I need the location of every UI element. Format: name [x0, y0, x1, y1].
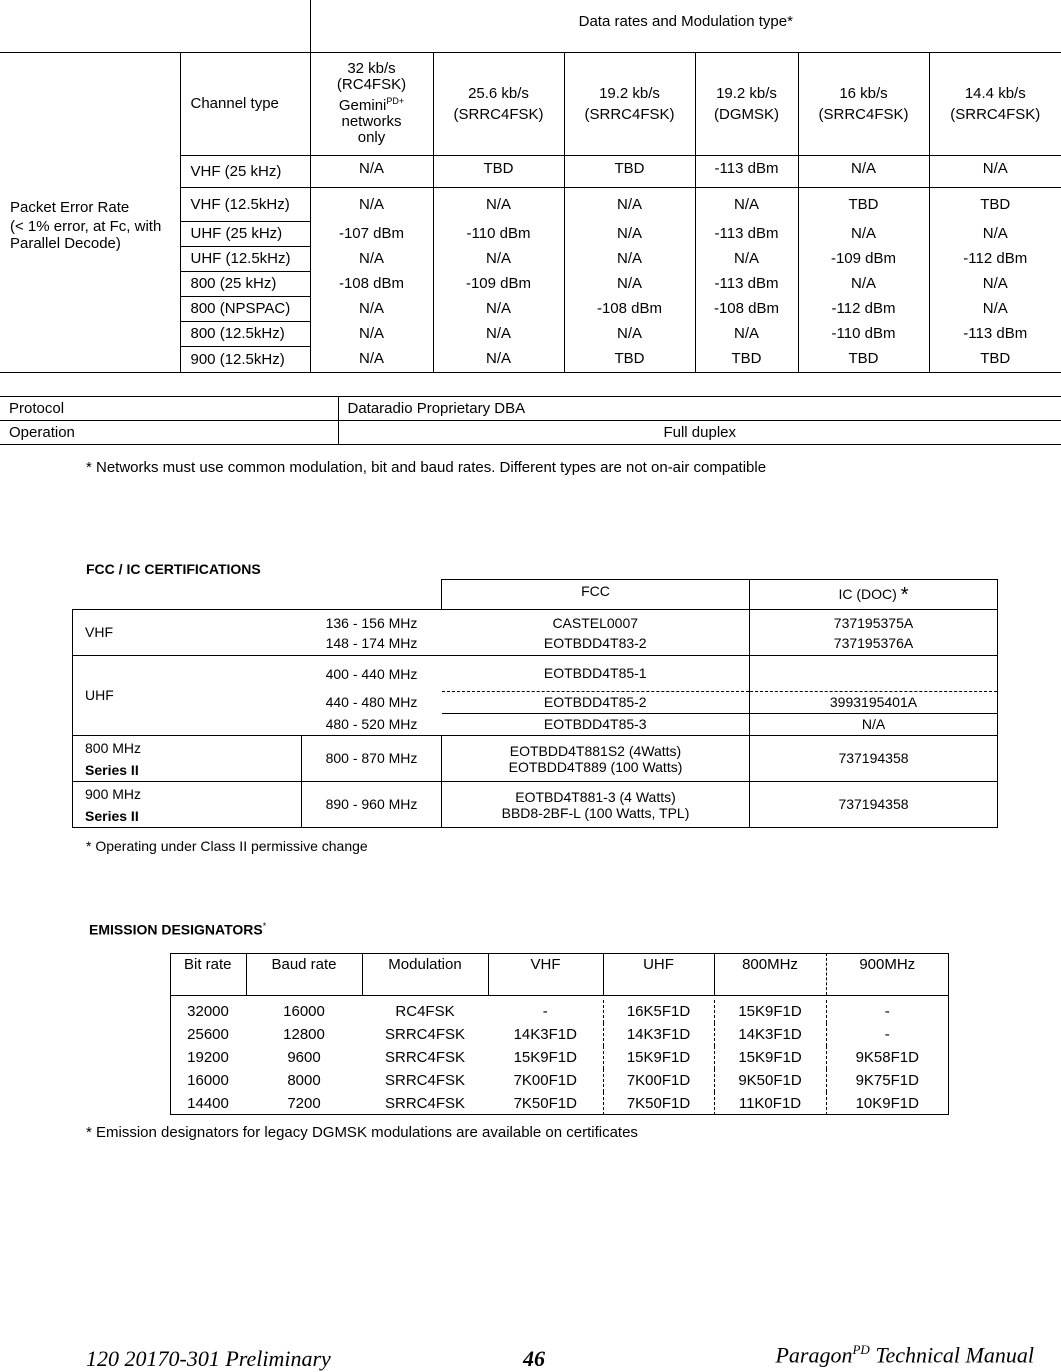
- footer-title: [775, 1342, 1034, 1368]
- value-cell: N/A: [695, 187, 798, 221]
- em-cell: 9600: [246, 1046, 362, 1069]
- col1-line4: networks: [311, 114, 433, 130]
- col-header-25k6: [433, 52, 564, 155]
- footer-title-rest: Technical Manual: [870, 1342, 1034, 1367]
- em-cell: 9K75F1D: [826, 1069, 948, 1092]
- table-row: [73, 610, 998, 656]
- table-row: [170, 1092, 948, 1115]
- col-rate: 16 kb/s: [799, 85, 929, 102]
- fcc-id: BBD8-2BF-L (100 Watts, TPL): [442, 805, 749, 821]
- value-cell: TBD: [798, 346, 929, 372]
- value-cell: N/A: [433, 246, 564, 271]
- band-line: 800 MHz: [85, 737, 301, 759]
- col1-line5: only: [311, 130, 433, 146]
- table-row: [170, 1046, 948, 1069]
- channel-cell: VHF (12.5kHz): [180, 187, 310, 221]
- value-cell: -110 dBm: [798, 321, 929, 346]
- protocol-label: Protocol: [0, 397, 338, 421]
- band-line: 900 MHz: [85, 783, 301, 805]
- emission-heading: [89, 921, 266, 938]
- value-cell: -108 dBm: [695, 296, 798, 321]
- em-cell: 15K9F1D: [488, 1046, 603, 1069]
- value-cell: N/A: [929, 155, 1061, 187]
- freq-cell: 400 - 440 MHz: [302, 656, 442, 692]
- emission-note: * Emission designators for legacy DGMSK modulations are available on certificates: [86, 1124, 638, 1141]
- fcc-id-cell: [442, 736, 750, 782]
- fcc-id-cell: EOTBDD4T85-1: [442, 656, 750, 692]
- fcc-id-cell: [442, 782, 750, 828]
- value-cell: N/A: [433, 296, 564, 321]
- col-rate: 19.2 kb/s: [696, 85, 798, 102]
- em-cell: 15K9F1D: [714, 1046, 826, 1069]
- em-cell: SRRC4FSK: [362, 1046, 488, 1069]
- value-cell: N/A: [695, 246, 798, 271]
- empty-corner: [0, 0, 310, 52]
- value-cell: TBD: [929, 187, 1061, 221]
- em-cell: 16K5F1D: [603, 1000, 714, 1023]
- protocol-value: Dataradio Proprietary DBA: [338, 397, 1061, 421]
- col-mod: (SRRC4FSK): [565, 106, 695, 123]
- col-rate: 25.6 kb/s: [434, 85, 564, 102]
- em-cell: SRRC4FSK: [362, 1069, 488, 1092]
- col-header-19k2-dgmsk: [695, 52, 798, 155]
- em-header-uhf: UHF: [603, 953, 714, 996]
- value-cell: -113 dBm: [695, 271, 798, 296]
- em-cell: 16000: [170, 1069, 246, 1092]
- value-cell: TBD: [929, 346, 1061, 372]
- ic-id: 737195376A: [750, 633, 997, 653]
- em-header-bitrate: Bit rate: [170, 953, 246, 996]
- channel-cell: UHF (12.5kHz): [180, 246, 310, 271]
- freq-cell: 480 - 520 MHz: [302, 714, 442, 736]
- fcc-table: [72, 579, 998, 828]
- channel-type-header: Channel type: [180, 52, 310, 155]
- value-cell: N/A: [929, 221, 1061, 246]
- table-row: [73, 656, 998, 692]
- per-label-line2: (< 1% error, at Fc, with Parallel Decode): [10, 218, 184, 252]
- value-cell: -112 dBm: [929, 246, 1061, 271]
- col-header-19k2-srrc: [564, 52, 695, 155]
- em-cell: 7K00F1D: [603, 1069, 714, 1092]
- band-800: [73, 736, 302, 782]
- band-uhf: UHF: [73, 656, 302, 736]
- em-cell: 7200: [246, 1092, 362, 1115]
- ic-id-cell: 737194358: [750, 782, 998, 828]
- value-cell: -113 dBm: [695, 221, 798, 246]
- col-mod: (DGMSK): [696, 106, 798, 123]
- fcc-heading: FCC / IC CERTIFICATIONS: [86, 561, 261, 577]
- value-cell: N/A: [310, 187, 433, 221]
- em-cell: SRRC4FSK: [362, 1023, 488, 1046]
- channel-cell: 800 (NPSPAC): [180, 296, 310, 321]
- em-cell: 8000: [246, 1069, 362, 1092]
- band-series: Series II: [85, 805, 301, 827]
- channel-cell: 800 (25 kHz): [180, 271, 310, 296]
- em-header-modulation: Modulation: [362, 953, 488, 996]
- value-cell: -108 dBm: [310, 271, 433, 296]
- value-cell: -109 dBm: [798, 246, 929, 271]
- packet-error-rate-table: [0, 0, 1061, 373]
- fcc-id-cell: EOTBDD4T85-3: [442, 714, 750, 736]
- freq-cell: 800 - 870 MHz: [302, 736, 442, 782]
- col-header-16k: [798, 52, 929, 155]
- em-cell: 19200: [170, 1046, 246, 1069]
- band-series: Series II: [85, 759, 301, 781]
- em-cell: 16000: [246, 1000, 362, 1023]
- value-cell: TBD: [564, 346, 695, 372]
- data-rates-header: Data rates and Modulation type*: [310, 0, 1061, 52]
- col-mod: (SRRC4FSK): [799, 106, 929, 123]
- em-cell: 15K9F1D: [603, 1046, 714, 1069]
- value-cell: N/A: [310, 246, 433, 271]
- em-cell: -: [826, 1023, 948, 1046]
- em-header-800: 800MHz: [714, 953, 826, 996]
- band-vhf: VHF: [73, 610, 302, 656]
- channel-cell: VHF (25 kHz): [180, 155, 310, 187]
- footer-page-number: 46: [523, 1346, 545, 1372]
- value-cell: -110 dBm: [433, 221, 564, 246]
- em-cell: RC4FSK: [362, 1000, 488, 1023]
- value-cell: N/A: [564, 221, 695, 246]
- em-cell: 32000: [170, 1000, 246, 1023]
- value-cell: -113 dBm: [929, 321, 1061, 346]
- footer-title-sup: PD: [852, 1342, 869, 1357]
- table-row: [73, 782, 998, 828]
- em-cell: 25600: [170, 1023, 246, 1046]
- freq-cell: 890 - 960 MHz: [302, 782, 442, 828]
- col1-sup: PD+: [386, 96, 404, 106]
- em-cell: -: [488, 1000, 603, 1023]
- col-rate: 14.4 kb/s: [930, 85, 1061, 102]
- em-cell: 9K58F1D: [826, 1046, 948, 1069]
- em-cell: 9K50F1D: [714, 1069, 826, 1092]
- col-rate: 19.2 kb/s: [565, 85, 695, 102]
- operation-value: Full duplex: [338, 421, 1061, 445]
- freq-cell: 440 - 480 MHz: [302, 692, 442, 714]
- value-cell: N/A: [310, 296, 433, 321]
- ic-col-label: IC (DOC): [838, 586, 900, 602]
- col1-line1: 32 kb/s: [311, 61, 433, 77]
- value-cell: N/A: [695, 321, 798, 346]
- em-cell: 7K00F1D: [488, 1069, 603, 1092]
- value-cell: -113 dBm: [695, 155, 798, 187]
- fcc-col-header: FCC: [442, 580, 750, 610]
- em-cell: 14400: [170, 1092, 246, 1115]
- value-cell: N/A: [310, 346, 433, 372]
- value-cell: -107 dBm: [310, 221, 433, 246]
- em-cell: 14K3F1D: [714, 1023, 826, 1046]
- footer-title-main: Paragon: [775, 1342, 852, 1367]
- em-cell: -: [826, 1000, 948, 1023]
- em-cell: 10K9F1D: [826, 1092, 948, 1115]
- emission-table: [170, 953, 948, 1115]
- freq-line: 148 - 174 MHz: [302, 633, 442, 653]
- em-cell: 11K0F1D: [714, 1092, 826, 1115]
- fcc-id-cell: EOTBDD4T85-2: [442, 692, 750, 714]
- ic-col-star: *: [901, 584, 909, 606]
- em-header-vhf: VHF: [488, 953, 603, 996]
- band-900: [73, 782, 302, 828]
- value-cell: N/A: [433, 321, 564, 346]
- value-cell: TBD: [564, 155, 695, 187]
- per-label-line1: Packet Error Rate: [10, 199, 180, 216]
- table-row: [73, 736, 998, 782]
- table-row: [170, 1069, 948, 1092]
- em-cell: 7K50F1D: [488, 1092, 603, 1115]
- value-cell: TBD: [695, 346, 798, 372]
- em-cell: 14K3F1D: [603, 1023, 714, 1046]
- freq-line: 136 - 156 MHz: [302, 613, 442, 633]
- value-cell: N/A: [310, 321, 433, 346]
- em-cell: 14K3F1D: [488, 1023, 603, 1046]
- ic-id-cell: 737194358: [750, 736, 998, 782]
- col1-line2: (RC4FSK): [311, 77, 433, 93]
- fcc-id-cell: [442, 610, 750, 656]
- channel-cell: 900 (12.5kHz): [180, 346, 310, 372]
- ic-id-cell: [750, 610, 998, 656]
- fcc-id: EOTBDD4T881S2 (4Watts): [442, 743, 749, 759]
- freq-cell: [302, 610, 442, 656]
- value-cell: TBD: [433, 155, 564, 187]
- table-row: [170, 1000, 948, 1023]
- col-mod: (SRRC4FSK): [930, 106, 1061, 123]
- packet-error-rate-label: [0, 52, 180, 372]
- col-mod: (SRRC4FSK): [434, 106, 564, 123]
- value-cell: N/A: [310, 155, 433, 187]
- em-header-900: 900MHz: [826, 953, 948, 996]
- em-cell: 12800: [246, 1023, 362, 1046]
- table-row: [170, 1023, 948, 1046]
- value-cell: N/A: [929, 271, 1061, 296]
- protocol-table: [0, 396, 1061, 445]
- value-cell: N/A: [433, 346, 564, 372]
- ic-col-header: [750, 580, 998, 610]
- value-cell: -112 dBm: [798, 296, 929, 321]
- ic-id: 737195375A: [750, 613, 997, 633]
- value-cell: N/A: [798, 155, 929, 187]
- value-cell: TBD: [798, 187, 929, 221]
- emission-heading-star: *: [263, 921, 267, 931]
- em-cell: 7K50F1D: [603, 1092, 714, 1115]
- em-header-baudrate: Baud rate: [246, 953, 362, 996]
- fcc-id: EOTBDD4T889 (100 Watts): [442, 759, 749, 775]
- value-cell: N/A: [564, 321, 695, 346]
- fcc-id: EOTBD4T881-3 (4 Watts): [442, 789, 749, 805]
- value-cell: N/A: [564, 246, 695, 271]
- emission-heading-text: EMISSION DESIGNATORS: [89, 922, 263, 938]
- footer-doc-id: 120 20170-301 Preliminary: [86, 1346, 331, 1372]
- fcc-note: * Operating under Class II permissive change: [86, 838, 368, 854]
- value-cell: N/A: [798, 221, 929, 246]
- channel-cell: 800 (12.5kHz): [180, 321, 310, 346]
- fcc-empty-corner: [73, 580, 442, 610]
- value-cell: -108 dBm: [564, 296, 695, 321]
- ic-id-cell: 3993195401A: [750, 692, 998, 714]
- value-cell: N/A: [433, 187, 564, 221]
- ic-id-cell: N/A: [750, 714, 998, 736]
- col-header-32k: [310, 52, 433, 155]
- col-header-14k4: [929, 52, 1061, 155]
- ic-id-cell: [750, 656, 998, 692]
- value-cell: -109 dBm: [433, 271, 564, 296]
- value-cell: N/A: [798, 271, 929, 296]
- value-cell: N/A: [564, 187, 695, 221]
- operation-label: Operation: [0, 421, 338, 445]
- fcc-id: EOTBDD4T83-2: [442, 633, 750, 653]
- networks-note: * Networks must use common modulation, bit and baud rates. Different types are not on-air compatible: [86, 459, 766, 476]
- em-cell: SRRC4FSK: [362, 1092, 488, 1115]
- em-cell: 15K9F1D: [714, 1000, 826, 1023]
- channel-cell: UHF (25 kHz): [180, 221, 310, 246]
- fcc-id: CASTEL0007: [442, 613, 750, 633]
- value-cell: N/A: [564, 271, 695, 296]
- col1-line3: Gemini: [339, 97, 387, 114]
- value-cell: N/A: [929, 296, 1061, 321]
